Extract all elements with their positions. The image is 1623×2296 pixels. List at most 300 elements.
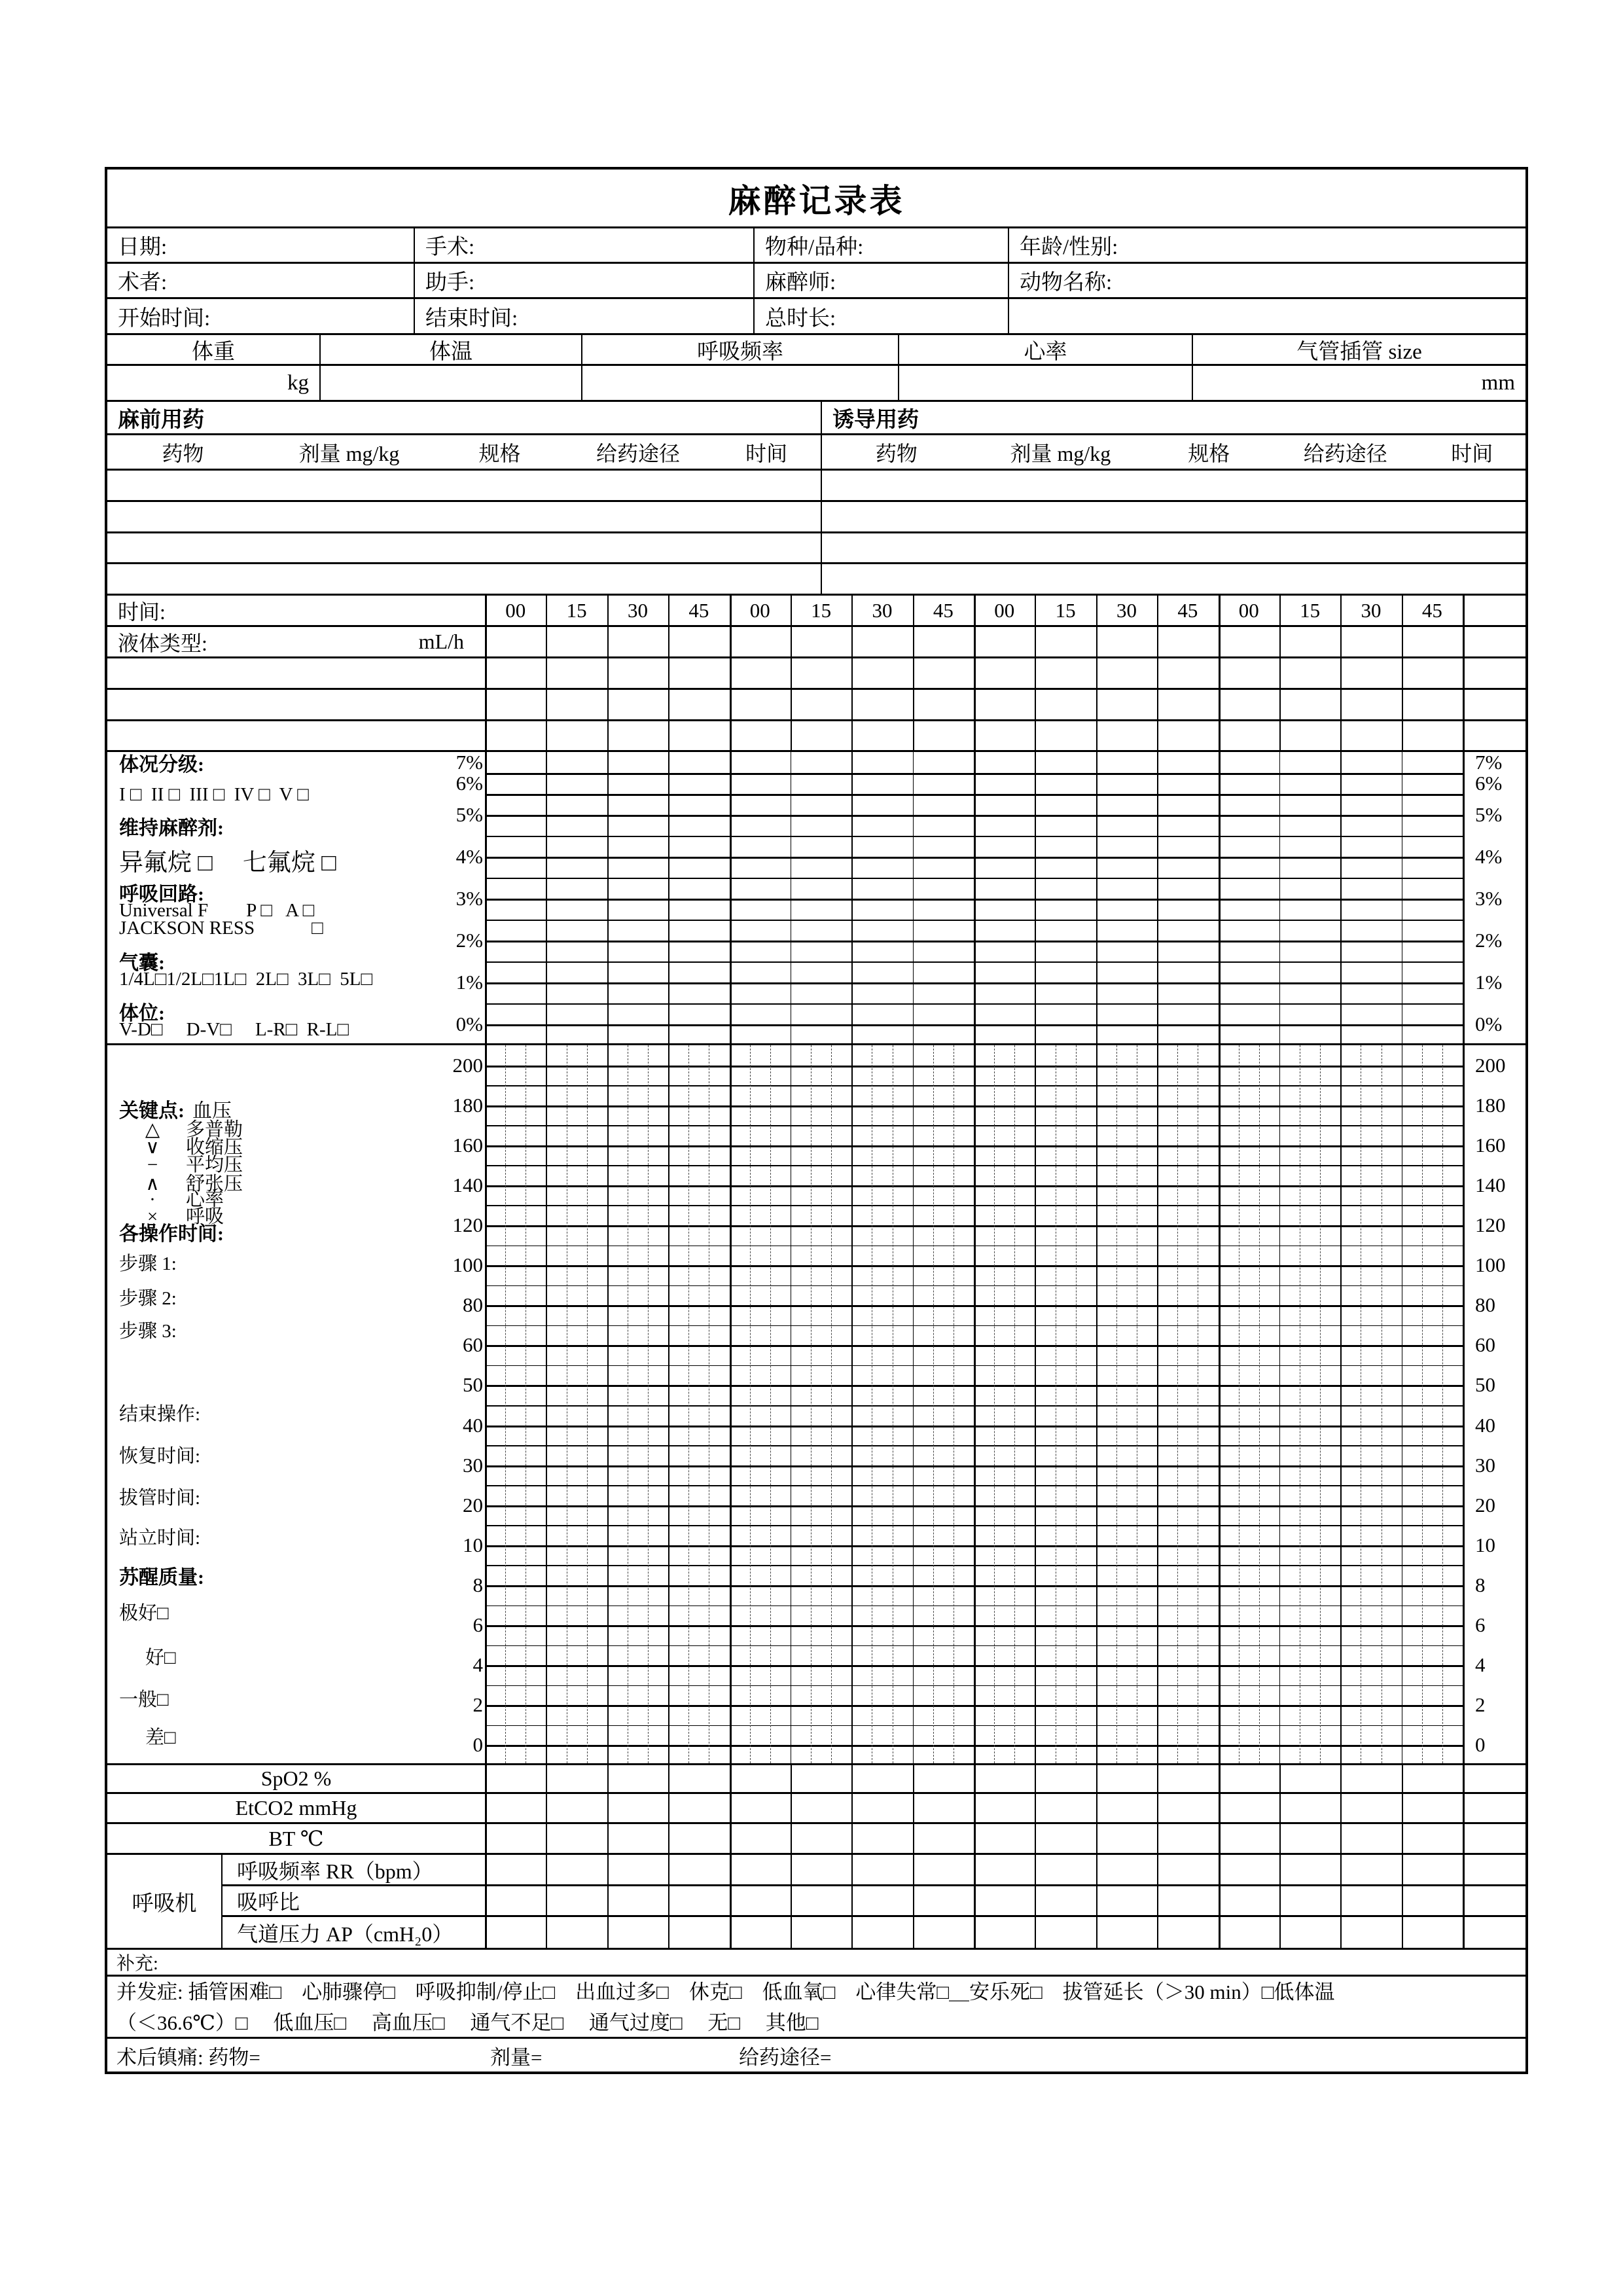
time-slot-label: 15 xyxy=(1300,598,1321,622)
anesthetist-field[interactable]: 麻醉师: xyxy=(753,264,1008,297)
chart-hline xyxy=(485,1085,1463,1086)
fluid-entry[interactable] xyxy=(107,721,485,750)
slot-divider xyxy=(485,1794,487,1822)
numeric-scale-left: 4 xyxy=(473,1653,483,1677)
slot-divider xyxy=(1096,658,1097,688)
slot-divider xyxy=(485,627,487,656)
checkbox-line[interactable]: 异氟烷 □ 七氟烷 □ xyxy=(119,850,336,876)
chart-hline xyxy=(485,1426,1463,1427)
slot-divider xyxy=(1340,721,1342,750)
slot-divider xyxy=(851,1855,853,1884)
numeric-scale-left: 20 xyxy=(463,1493,483,1516)
slot-divider xyxy=(1035,1886,1036,1915)
chart-hline xyxy=(485,878,1463,879)
total-duration-field[interactable]: 总时长: xyxy=(753,299,1008,333)
induction-entry[interactable] xyxy=(821,502,1525,531)
checkbox-line[interactable]: 好□ xyxy=(145,1647,176,1668)
five-min-dash xyxy=(1076,1045,1077,1763)
fluid-entry-row xyxy=(107,688,1525,719)
slot-divider xyxy=(730,1855,732,1884)
slot-divider xyxy=(974,1794,976,1822)
slot-divider xyxy=(1219,1824,1221,1853)
chart-hline xyxy=(485,1145,1463,1147)
numeric-scale-right: 140 xyxy=(1475,1173,1506,1196)
etco2-slots[interactable] xyxy=(485,1794,1525,1822)
slot-divider xyxy=(607,627,609,656)
fluid-label-cell[interactable] xyxy=(107,627,485,656)
percent-scale-right: 1% xyxy=(1475,971,1503,994)
percent-scale-right: 3% xyxy=(1475,887,1503,910)
five-min-dash xyxy=(505,1045,506,1763)
complications-line2[interactable]: （＜36.6℃）□ 低血压□ 高血压□ 通气不足□ 通气过度□ 无□ 其他□ xyxy=(116,2011,819,2034)
fluid-entry[interactable] xyxy=(107,658,485,688)
slot-divider xyxy=(730,1824,732,1853)
chart-hline xyxy=(485,1645,1463,1647)
slot-divider xyxy=(1219,658,1221,688)
time-slot-label: 15 xyxy=(811,598,832,622)
percent-scale-left: 6% xyxy=(455,772,483,795)
checkbox-line[interactable]: 差□ xyxy=(145,1727,176,1748)
percent-scale-left: 5% xyxy=(455,803,483,826)
sidebar-line: 维持麻醉剂: xyxy=(119,817,224,839)
chart-hline xyxy=(485,941,1463,942)
slot-divider xyxy=(485,1824,487,1853)
slot-divider xyxy=(1463,596,1465,625)
slot-divider xyxy=(791,690,792,719)
slot-divider xyxy=(1463,721,1465,750)
vent-ap-slots[interactable] xyxy=(485,1917,1525,1948)
heart-rate-header: 心率 xyxy=(898,335,1192,364)
complications-row[interactable] xyxy=(107,1975,1525,2037)
resp-rate-input[interactable] xyxy=(581,366,898,400)
five-min-dash xyxy=(1014,1045,1015,1763)
slot-divider xyxy=(546,1765,547,1792)
bt-slots[interactable] xyxy=(485,1824,1525,1853)
slot-divider xyxy=(1035,690,1036,719)
slot-divider xyxy=(791,1824,792,1853)
legend-symbol: × xyxy=(147,1206,158,1227)
chart-hline xyxy=(485,1565,1463,1566)
chart-hline xyxy=(485,1665,1463,1667)
slot-divider xyxy=(1096,690,1097,719)
induction-entry[interactable] xyxy=(821,533,1525,562)
checkbox-line[interactable]: 一般□ xyxy=(119,1689,169,1710)
slot-divider xyxy=(607,721,609,750)
five-min-dash xyxy=(1259,1045,1260,1763)
slot-divider xyxy=(1340,627,1342,656)
time-label: 时间: xyxy=(118,600,166,624)
numeric-scale-left: 160 xyxy=(452,1133,483,1157)
numeric-scale-right: 20 xyxy=(1475,1493,1495,1516)
date-field[interactable]: 日期: xyxy=(118,236,168,259)
percent-scale-left: 2% xyxy=(455,929,483,952)
percent-scale-right: 6% xyxy=(1475,772,1503,795)
numeric-scale-left: 40 xyxy=(463,1413,483,1437)
slot-divider xyxy=(974,1886,976,1915)
percent-scale-left: 1% xyxy=(455,971,483,994)
slot-divider xyxy=(1157,658,1158,688)
sidebar-line: 体位: xyxy=(119,1003,165,1024)
vitals-value-row xyxy=(107,364,1525,400)
slot-divider xyxy=(668,690,669,719)
chart-hline xyxy=(485,1024,1463,1026)
slot-divider xyxy=(1157,1824,1158,1853)
keypoint-sub-label: 血压 xyxy=(192,1100,232,1122)
slot-divider xyxy=(668,1824,669,1853)
drug-column-header: 规格 xyxy=(478,441,521,465)
induction-entry[interactable] xyxy=(821,564,1525,594)
chart-hline xyxy=(485,794,1463,796)
slot-divider xyxy=(791,1794,792,1822)
slot-divider xyxy=(1279,1886,1281,1915)
legend-label: 平均压 xyxy=(186,1155,243,1175)
numeric-scale-right: 0 xyxy=(1475,1733,1486,1757)
numeric-scale-left: 10 xyxy=(463,1533,483,1556)
five-min-dash xyxy=(770,1045,771,1763)
chart-vline xyxy=(913,1045,914,1763)
legend-symbol: − xyxy=(147,1155,158,1175)
slot-divider xyxy=(1219,1886,1221,1915)
vent-ie-label: 吸呼比 xyxy=(237,1890,300,1914)
slot-divider xyxy=(1402,1917,1403,1948)
slot-divider xyxy=(1463,1824,1465,1853)
chart-hline xyxy=(485,1445,1463,1446)
slot-divider xyxy=(791,658,792,688)
slot-divider xyxy=(1402,1765,1403,1792)
slot-divider xyxy=(668,1855,669,1884)
medication-columns-row xyxy=(107,433,1525,469)
drug-row xyxy=(107,562,1525,594)
fluid-unit: mL/h xyxy=(418,630,464,653)
slot-divider xyxy=(974,690,976,719)
percent-scale-right: 4% xyxy=(1475,845,1503,868)
slot-divider xyxy=(730,1917,732,1948)
checkbox-line[interactable]: V-D□ D-V□ L-R□ R-L□ xyxy=(119,1019,349,1040)
slot-divider xyxy=(730,658,732,688)
analgesia-dose-field[interactable]: 剂量= xyxy=(490,2045,543,2069)
slot-divider xyxy=(1463,1765,1465,1792)
slot-divider xyxy=(1157,721,1158,750)
chart-vline xyxy=(546,1045,547,1763)
temperature-input[interactable] xyxy=(319,366,581,400)
numeric-scale-right: 40 xyxy=(1475,1413,1495,1437)
slot-divider xyxy=(1219,1794,1221,1822)
info-row-2 xyxy=(107,262,1525,297)
slot-divider xyxy=(913,1886,914,1915)
slot-divider xyxy=(485,721,487,750)
slot-divider xyxy=(1279,1765,1281,1792)
slot-divider xyxy=(607,658,609,688)
slot-divider xyxy=(1035,1917,1036,1948)
et-tube-input[interactable] xyxy=(1192,366,1525,400)
slot-divider xyxy=(546,721,547,750)
slot-divider xyxy=(1402,627,1403,656)
slot-divider xyxy=(1035,1855,1036,1884)
time-slot-label: 00 xyxy=(994,598,1015,622)
slot-divider xyxy=(1340,658,1342,688)
slot-divider xyxy=(851,658,853,688)
slot-divider xyxy=(1219,690,1221,719)
chart-vline xyxy=(730,1045,732,1763)
slot-divider xyxy=(913,721,914,750)
chart-hline xyxy=(485,1685,1463,1687)
complications-line1[interactable]: 并发症: 插管困难□ 心肺骤停□ 呼吸抑制/停止□ 出血过多□ 休克□ 低血氧□ 心律失常□＿安乐死□ 拔管延长（＞30 min）□低体温 xyxy=(116,1981,1335,2003)
checkbox-line[interactable]: 极好□ xyxy=(119,1603,169,1624)
numeric-scale-left: 2 xyxy=(473,1693,483,1717)
surgery-field[interactable]: 手术: xyxy=(414,228,753,262)
numeric-scale-right: 2 xyxy=(1475,1693,1486,1717)
chart-hline xyxy=(485,982,1463,984)
chart-sidebar xyxy=(107,750,421,1763)
weight-header: 体重 xyxy=(192,340,235,364)
anesthesia-record-form xyxy=(105,167,1528,2074)
slot-divider xyxy=(730,690,732,719)
sidebar-line: 步骤 2: xyxy=(119,1288,177,1309)
legend-label: 呼吸 xyxy=(186,1206,224,1227)
resp-rate-header: 呼吸频率 xyxy=(581,335,898,364)
slot-divider xyxy=(1096,1765,1097,1792)
slot-divider xyxy=(1035,1794,1036,1822)
sidebar-line: 步骤 3: xyxy=(119,1321,177,1342)
slot-divider xyxy=(851,627,853,656)
checkbox-line[interactable]: Universal F P □ A □ xyxy=(119,900,315,921)
chart-hline xyxy=(485,836,1463,837)
surgeon-field[interactable]: 术者: xyxy=(118,271,168,295)
legend-symbol: ∧ xyxy=(145,1174,160,1194)
legend-label: 心率 xyxy=(186,1189,224,1210)
slot-divider xyxy=(546,1794,547,1822)
time-header-row xyxy=(107,594,1525,625)
slot-divider xyxy=(546,1824,547,1853)
percent-scale-left: 3% xyxy=(455,887,483,910)
slot-divider xyxy=(791,1855,792,1884)
five-min-dash xyxy=(1177,1045,1178,1763)
analgesia-route-field[interactable]: 给药途径= xyxy=(739,2045,832,2069)
time-slot-label: 15 xyxy=(1055,598,1076,622)
slot-divider xyxy=(546,658,547,688)
slot-divider xyxy=(668,1765,669,1792)
sidebar-line: 呼吸回路: xyxy=(119,884,204,905)
slot-divider xyxy=(1157,1855,1158,1884)
time-slot-label: 30 xyxy=(1116,598,1137,622)
slot-divider xyxy=(851,1794,853,1822)
chart-vline xyxy=(1402,1045,1403,1763)
fluid-entry-row xyxy=(107,656,1525,688)
slot-divider xyxy=(974,627,976,656)
drug-row xyxy=(107,469,1525,500)
checkbox-line[interactable]: 1/4L□1/2L□1L□ 2L□ 3L□ 5L□ xyxy=(119,969,372,990)
chart-hline xyxy=(485,773,1463,775)
chart-hline xyxy=(485,1585,1463,1587)
fluid-slots[interactable] xyxy=(485,627,1525,656)
induction-entry[interactable] xyxy=(821,471,1525,500)
legend-label: 舒张压 xyxy=(186,1174,243,1194)
temperature-header: 体温 xyxy=(319,335,581,364)
percent-scale-right: 7% xyxy=(1475,751,1503,774)
chart-hline xyxy=(485,1003,1463,1005)
slot-divider xyxy=(546,690,547,719)
supplement-row[interactable] xyxy=(107,1948,1525,1975)
slot-divider xyxy=(913,1765,914,1792)
form-title: 麻醉记录表 xyxy=(728,182,905,219)
slot-divider xyxy=(485,658,487,688)
fluid-entry-slots[interactable] xyxy=(485,658,1525,688)
checkbox-line[interactable]: I □ II □ III □ IV □ V □ xyxy=(119,784,309,805)
five-min-dash xyxy=(648,1045,649,1763)
slot-divider xyxy=(913,658,914,688)
drug-column-header: 药物 xyxy=(162,441,204,465)
slot-divider xyxy=(1157,690,1158,719)
chart-hline xyxy=(485,1225,1463,1227)
vent-rr-slots[interactable] xyxy=(485,1855,1525,1884)
start-time-field[interactable]: 开始时间: xyxy=(118,306,211,331)
bt-label: BT ℃ xyxy=(268,1827,324,1850)
slot-divider xyxy=(730,1886,732,1915)
spo2-row xyxy=(107,1763,1525,1792)
slot-divider xyxy=(851,690,853,719)
slot-divider xyxy=(913,1794,914,1822)
slot-divider xyxy=(1157,1794,1158,1822)
fluid-entry-slots[interactable] xyxy=(485,690,1525,719)
slot-divider xyxy=(1340,690,1342,719)
slot-divider xyxy=(1157,627,1158,656)
numeric-scale-right: 100 xyxy=(1475,1253,1506,1277)
supplement-label: 补充: xyxy=(116,1954,158,1974)
chart-vline xyxy=(1157,1045,1158,1763)
slot-divider xyxy=(851,1824,853,1853)
slot-divider xyxy=(1096,627,1097,656)
sidebar-line: 结束操作: xyxy=(119,1404,201,1425)
fluid-entry-slots[interactable] xyxy=(485,721,1525,750)
age-sex-field[interactable]: 年龄/性别: xyxy=(1008,228,1525,262)
slot-divider xyxy=(913,1824,914,1853)
slot-divider xyxy=(607,1824,609,1853)
analgesia-drug-field[interactable]: 术后镇痛: 药物= xyxy=(116,2045,260,2069)
end-time-field[interactable]: 结束时间: xyxy=(414,299,753,333)
slot-divider xyxy=(1402,1855,1403,1884)
chart-vline xyxy=(1340,1045,1342,1763)
chart-hline xyxy=(485,1105,1463,1107)
numeric-scale-right: 120 xyxy=(1475,1213,1506,1236)
vent-ap-row xyxy=(223,1915,1525,1948)
sidebar-line: 苏醒质量: xyxy=(119,1567,204,1588)
slot-divider xyxy=(1402,721,1403,750)
percent-scale-left: 7% xyxy=(455,751,483,774)
slot-divider xyxy=(791,1765,792,1792)
slot-divider xyxy=(1463,658,1465,688)
ventilator-label: 呼吸机 xyxy=(107,1853,223,1948)
slot-divider xyxy=(1463,690,1465,719)
sidebar-line: 关键点: 血压 xyxy=(119,1100,232,1122)
slot-divider xyxy=(1279,627,1281,656)
sidebar-line: 体况分级: xyxy=(119,754,204,776)
drug-column-header: 时间 xyxy=(745,441,788,465)
slot-divider xyxy=(1157,1917,1158,1948)
premed-entry[interactable] xyxy=(107,471,821,500)
slot-divider xyxy=(607,690,609,719)
numeric-scale-left: 140 xyxy=(452,1173,483,1196)
chart-hline xyxy=(485,1745,1463,1747)
bt-row xyxy=(107,1822,1525,1853)
slot-divider xyxy=(1279,658,1281,688)
numeric-scale-left: 8 xyxy=(473,1573,483,1596)
fluid-entry[interactable] xyxy=(107,690,485,719)
premed-entry[interactable] xyxy=(107,502,821,531)
legend-label: 多普勒 xyxy=(186,1119,243,1140)
slot-divider xyxy=(1340,1765,1342,1792)
slot-divider xyxy=(730,721,732,750)
chart-hline xyxy=(485,1405,1463,1407)
time-slot-label: 30 xyxy=(1361,598,1382,622)
chart-hline xyxy=(485,920,1463,921)
chart-hline xyxy=(485,1385,1463,1387)
sidebar-line: 各操作时间: xyxy=(119,1223,224,1245)
slot-divider xyxy=(485,1855,487,1884)
numeric-scale-left: 120 xyxy=(452,1213,483,1236)
vent-ap-label: 气道压力 AP（cmH₂0） xyxy=(237,1922,454,1946)
chart-hline xyxy=(485,1365,1463,1367)
vent-ie-slots[interactable] xyxy=(485,1886,1525,1915)
vitals-header-row xyxy=(107,333,1525,364)
five-min-dash xyxy=(587,1045,588,1763)
slot-divider xyxy=(1279,690,1281,719)
slot-divider xyxy=(1340,1886,1342,1915)
spo2-slots[interactable] xyxy=(485,1765,1525,1792)
five-min-dash xyxy=(811,1045,812,1763)
slot-divider xyxy=(607,1886,609,1915)
numeric-scale-left: 200 xyxy=(452,1053,483,1077)
chart-vline xyxy=(1279,1045,1281,1763)
chart-hline xyxy=(485,1465,1463,1467)
chart-hline xyxy=(485,1066,1463,1067)
animal-name-field[interactable]: 动物名称: xyxy=(1008,264,1525,297)
heart-rate-input[interactable] xyxy=(898,366,1192,400)
slot-divider xyxy=(1096,1794,1097,1822)
chart-vline xyxy=(668,1045,669,1763)
chart-hline xyxy=(485,815,1463,817)
chart-hline xyxy=(485,1325,1463,1327)
slot-divider xyxy=(668,721,669,750)
five-min-dash xyxy=(994,1045,995,1763)
slot-divider xyxy=(1402,658,1403,688)
weight-input[interactable] xyxy=(107,366,319,400)
assistant-field[interactable]: 助手: xyxy=(414,264,753,297)
chart-hline xyxy=(485,1265,1463,1267)
chart-vline xyxy=(1219,1045,1221,1763)
premed-title: 麻前用药 xyxy=(118,408,204,432)
chart-vline xyxy=(791,1045,792,1763)
slot-divider xyxy=(1035,721,1036,750)
percent-scale-right: 2% xyxy=(1475,929,1503,952)
slot-divider xyxy=(913,1855,914,1884)
premed-entry[interactable] xyxy=(107,564,821,594)
spo2-label: SpO2 % xyxy=(260,1767,332,1790)
slot-divider xyxy=(1219,1765,1221,1792)
slot-divider xyxy=(1096,721,1097,750)
slot-divider xyxy=(485,1765,487,1792)
slot-divider xyxy=(851,721,853,750)
sidebar-line: 拔管时间: xyxy=(119,1488,201,1509)
post-analgesia-row xyxy=(107,2037,1525,2072)
slot-divider xyxy=(974,1917,976,1948)
species-field[interactable]: 物种/品种: xyxy=(753,228,1008,262)
premed-entry[interactable] xyxy=(107,533,821,562)
checkbox-line[interactable]: JACKSON RESS □ xyxy=(119,918,323,939)
numeric-scale-left: 60 xyxy=(463,1333,483,1357)
tube-unit: mm xyxy=(1481,370,1515,395)
numeric-scale-right: 8 xyxy=(1475,1573,1486,1596)
chart-hline xyxy=(485,1345,1463,1347)
